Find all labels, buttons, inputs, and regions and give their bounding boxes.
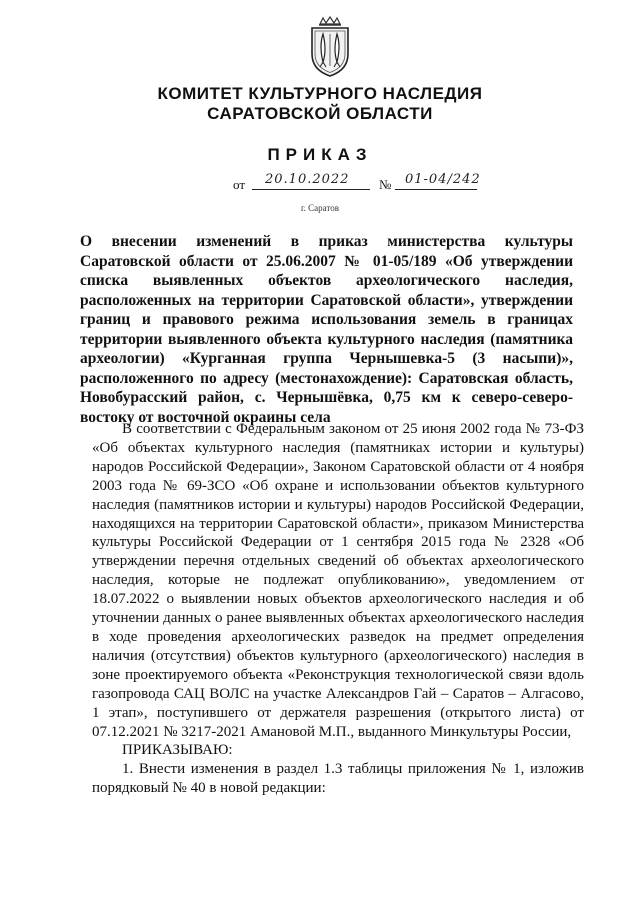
number-value: 01-04/242 xyxy=(405,172,481,187)
date-number-line xyxy=(0,172,640,194)
order-word: ПРИКАЗЫВАЮ: xyxy=(122,742,233,759)
organization-name-line2: САРАТОВСКОЙ ОБЛАСТИ xyxy=(207,104,433,123)
number-underline xyxy=(395,189,477,190)
order-item-1: 1. Внести изменения в раздел 1.3 таблицы приложения № 1, изложив порядковый № 40 в новой редакции: xyxy=(92,761,584,797)
city-label: г. Саратов xyxy=(301,203,339,213)
number-label: № xyxy=(379,177,392,192)
date-label: от xyxy=(233,177,246,192)
date-value: 20.10.2022 xyxy=(265,172,350,187)
coat-of-arms-icon xyxy=(306,16,354,78)
document-subject: О внесении изменений в приказ министерства культуры Саратовской области от 25.06.2007 № 01-05/189 «Об утверждении списка выявленных объектов археологического наследия, расположенных на территории Саратовской области», утверждении границ и правового режима использования земель в границах территории выявленного объекта культурного наследия (памятника археологии) «Курганная группа Чернышевка-5 (3 насыпи)», расположенного по адресу (местонахождение): Саратовская область, Новобурасский район, с. Чернышёвка, 0,75 км к северо-северо-востоку от восточной окраины села xyxy=(80,233,573,426)
date-underline xyxy=(252,189,370,190)
organization-name-line1: КОМИТЕТ КУЛЬТУРНОГО НАСЛЕДИЯ xyxy=(157,84,483,103)
document-type-title: ПРИКАЗ xyxy=(267,145,373,164)
body-paragraph-1: В соответствии с Федеральным законом от 25 июня 2002 года № 73-ФЗ «Об объектах культурного наследия (памятниках истории и культуры) народов Российской Федерации», Законом Саратовской области от 4 ноября 2003 года № 69-ЗСО «Об охране и использовании объектов культурного наследия (памятников истории и культуры) народов Российской Федерации, находящихся на территории Саратовской области», приказом Министерства культуры Российской Федерации от 1 сентября 2015 года № 2328 «Об утверждении перечня отдельных сведений об объектах археологического наследия, которые не подлежат опубликованию», уведомлением от 18.07.2022 о выявлении новых объектов археологического наследия и об уточнении данных о ранее выявленных объектах археологического наследия в ходе проведения археологических разведок на предмет определения наличия (отсутствия) объектов культурного (археологического) наследия в зоне проектируемого объекта «Реконструкция технологической связи вдоль газопровода САЦ ВОЛС на участке Александров Гай – Саратов – Алгасово, 1 этап», поступившего от держателя разрешения (открытого листа) от 07.12.2021 № 3217-2021 Амановой М.П., выданного Минкультуры России, xyxy=(92,421,584,740)
document-body xyxy=(92,420,584,798)
